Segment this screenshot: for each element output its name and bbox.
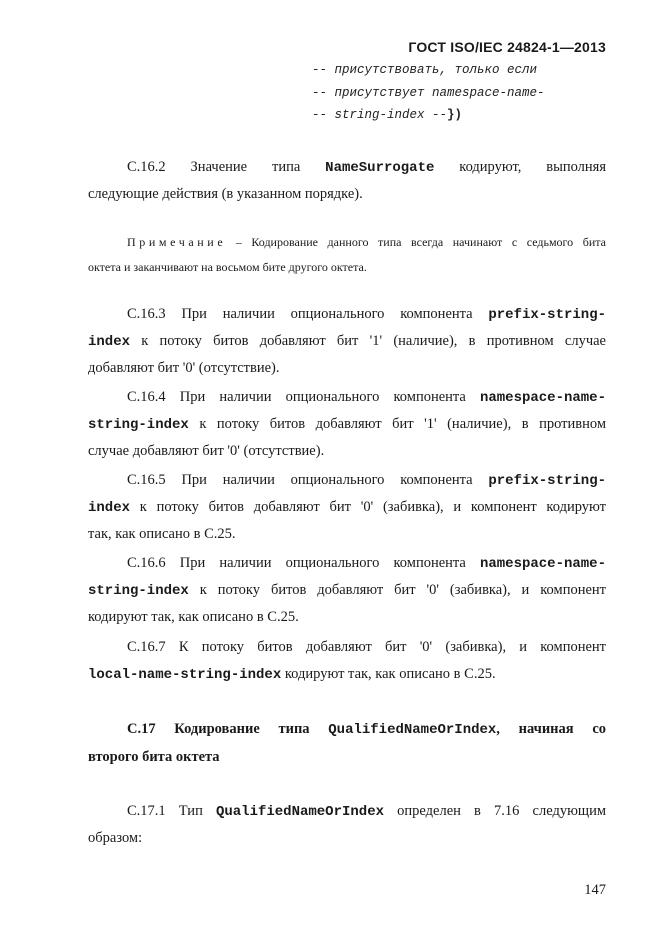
paragraph-line: С.16.7 К потоку битов добавляют бит '0' (забивка), и компонент: [127, 639, 606, 655]
code-comment-text: -- string-index --: [312, 108, 448, 122]
component-name: index: [88, 500, 131, 516]
text-word: Значение: [190, 159, 248, 175]
component-name: namespace-name-: [479, 556, 606, 572]
paragraph-text: С.16.4 При наличии опционального компонента: [127, 389, 480, 405]
page-number: 147: [584, 882, 606, 898]
heading-line: второго бита октета: [88, 749, 220, 765]
paragraph-line: кодируют так, как описано в С.25.: [88, 609, 299, 625]
paragraph-text: к потоку битов добавляют бит '0' (забивка), и компонент: [188, 582, 606, 598]
paragraph-line: следующие действия (в указанном порядке).: [88, 186, 363, 202]
paragraph-line: [88, 154, 606, 181]
paragraph-text: С.17.1 Тип: [127, 803, 216, 819]
note-text: – Кодирование данного типа всегда начинают с седьмого бита: [226, 235, 606, 249]
paragraph-text: С.16.3 При наличии опционального компонента: [127, 306, 489, 322]
text-word: типа: [272, 159, 301, 175]
code-comment-line-2: -- присутствует namespace-name-: [312, 86, 545, 100]
paragraph-line: [88, 467, 606, 494]
text-word: выполняя: [546, 159, 606, 175]
paragraph-c16-3: [88, 301, 606, 382]
text-word: кодируют,: [459, 159, 522, 175]
note-line: [88, 230, 606, 255]
paragraph-c17-1: [88, 798, 606, 852]
paragraph-line: образом:: [88, 830, 143, 846]
component-name: string-index: [88, 417, 189, 433]
clause-number: С.16.2: [127, 159, 166, 175]
paragraph-line: [88, 384, 606, 411]
note-label: Примечание: [127, 235, 227, 249]
paragraph-text: определен в 7.16 следующим: [384, 803, 606, 819]
standard-header: ГОСТ ISO/IEC 24824-1—2013: [408, 39, 606, 55]
type-name: QualifiedNameOrIndex: [215, 804, 384, 820]
paragraph-c16-6: [88, 550, 606, 631]
paragraph-line: добавляют бит '0' (отсутствие).: [88, 360, 280, 376]
component-name: string-index: [88, 583, 189, 599]
component-name: local-name-string-index: [88, 667, 282, 683]
paragraph-text: к потоку битов добавляют бит '1' (наличие), в противном случае: [130, 333, 606, 349]
paragraph-c16-4: [88, 384, 606, 465]
paragraph-line: [88, 411, 606, 438]
heading-text: , начиная со: [496, 721, 607, 737]
paragraph-line: [88, 577, 606, 604]
component-name: prefix-string-: [488, 473, 606, 489]
paragraph-c16-2: [88, 154, 606, 208]
section-heading-c17: [88, 715, 606, 771]
type-name: QualifiedNameOrIndex: [328, 722, 497, 738]
code-comment-line-1: -- присутствовать, только если: [312, 63, 538, 77]
paragraph-line: [88, 798, 606, 825]
code-comment-line-3: [312, 108, 462, 122]
code-closing-brace: }): [447, 108, 463, 122]
paragraph-line: [88, 550, 606, 577]
heading-text: С.17 Кодирование типа: [127, 721, 329, 737]
component-name: index: [88, 334, 131, 350]
note-line: октета и заканчивают на восьмом бите другого октета.: [88, 260, 367, 274]
paragraph-text: к потоку битов добавляют бит '0' (забивка), и компонент кодируют: [130, 499, 606, 515]
paragraph-line: так, как описано в С.25.: [88, 526, 236, 542]
paragraph-text: к потоку битов добавляют бит '1' (наличие), в противном: [188, 416, 606, 432]
paragraph-text: С.16.5 При наличии опционального компонента: [127, 472, 489, 488]
heading-line: [88, 715, 606, 743]
paragraph-line: случае добавляют бит '0' (отсутствие).: [88, 443, 325, 459]
paragraph-line: [88, 661, 606, 688]
note-block: [88, 230, 606, 280]
paragraph-text: кодируют так, как описано в С.25.: [281, 666, 496, 682]
component-name: prefix-string-: [488, 307, 606, 323]
component-name: namespace-name-: [479, 390, 606, 406]
paragraph-text: С.16.6 При наличии опционального компонента: [127, 555, 480, 571]
paragraph-line: [88, 328, 606, 355]
paragraph-c16-5: [88, 467, 606, 548]
paragraph-line: [88, 301, 606, 328]
type-name: NameSurrogate: [325, 160, 435, 176]
paragraph-c16-7: [88, 634, 606, 688]
paragraph-line: [88, 494, 606, 521]
